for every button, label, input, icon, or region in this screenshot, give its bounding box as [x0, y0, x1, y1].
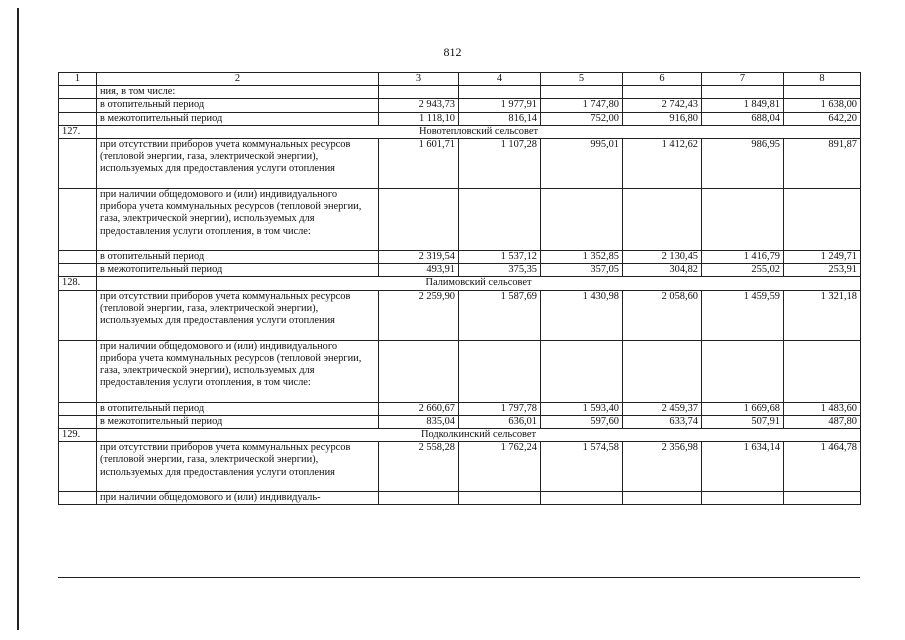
value-cell [623, 189, 702, 251]
section-title: Новотепловский сельсовет [97, 125, 861, 138]
value-cell: 1 601,71 [379, 139, 459, 189]
column-header: 8 [784, 73, 861, 86]
row-number [59, 86, 97, 99]
page-number: 812 [443, 45, 462, 59]
value-cell: 995,01 [541, 139, 623, 189]
value-cell [784, 492, 861, 505]
value-cell [459, 340, 541, 402]
row-label: при отсутствии приборов учета коммунальных ресурсов (тепловой энергии, газа, электрической энергии), используемых для предоставления услуги отопления [97, 290, 379, 340]
table-row [59, 251, 861, 264]
row-number [59, 415, 97, 428]
value-cell: 1 587,69 [459, 290, 541, 340]
value-cell [459, 86, 541, 99]
row-number [59, 442, 97, 492]
value-cell: 1 593,40 [541, 402, 623, 415]
value-cell [379, 86, 459, 99]
value-cell [784, 189, 861, 251]
table-row [59, 139, 861, 189]
section-title: Палимовский сельсовет [97, 277, 861, 290]
value-cell: 357,05 [541, 264, 623, 277]
row-label: ния, в том числе: [97, 86, 379, 99]
value-cell [379, 340, 459, 402]
row-label: при наличии общедомового и (или) индивидуального прибора учета коммунальных ресурсов (тепловой энергии, газа, электрической энергии), используемых для предоставления услуги отопления, в том числе: [97, 340, 379, 402]
table-row [59, 99, 861, 112]
value-cell: 1 669,68 [702, 402, 784, 415]
table-row [59, 112, 861, 125]
value-cell [784, 86, 861, 99]
value-cell: 1 849,81 [702, 99, 784, 112]
table-row [59, 442, 861, 492]
value-cell: 1 118,10 [379, 112, 459, 125]
value-cell [784, 340, 861, 402]
column-header: 4 [459, 73, 541, 86]
row-number: 128. [59, 277, 97, 290]
value-cell [379, 492, 459, 505]
value-cell [623, 86, 702, 99]
column-header: 7 [702, 73, 784, 86]
table-row [59, 189, 861, 251]
value-cell [459, 189, 541, 251]
row-number [59, 251, 97, 264]
row-number [59, 112, 97, 125]
value-cell: 986,95 [702, 139, 784, 189]
table-row [59, 402, 861, 415]
value-cell: 1 537,12 [459, 251, 541, 264]
value-cell: 1 464,78 [784, 442, 861, 492]
value-cell: 1 430,98 [541, 290, 623, 340]
header-row [59, 73, 861, 86]
row-label: в отопительный период [97, 99, 379, 112]
value-cell: 916,80 [623, 112, 702, 125]
value-cell [541, 189, 623, 251]
value-cell: 2 319,54 [379, 251, 459, 264]
table-row [59, 415, 861, 428]
row-label: в межотопительный период [97, 264, 379, 277]
row-label: при отсутствии приборов учета коммунальных ресурсов (тепловой энергии, газа, электрической энергии), используемых для предоставления услуги отопления [97, 442, 379, 492]
value-cell [702, 189, 784, 251]
row-number: 127. [59, 125, 97, 138]
section-row [59, 125, 861, 138]
row-number [59, 99, 97, 112]
value-cell: 1 459,59 [702, 290, 784, 340]
value-cell: 752,00 [541, 112, 623, 125]
row-label: при отсутствии приборов учета коммунальных ресурсов (тепловой энергии, газа, электрической энергии), используемых для предоставления услуги отопления [97, 139, 379, 189]
row-number [59, 402, 97, 415]
value-cell: 636,01 [459, 415, 541, 428]
column-header: 6 [623, 73, 702, 86]
value-cell: 835,04 [379, 415, 459, 428]
value-cell: 642,20 [784, 112, 861, 125]
table-row [59, 264, 861, 277]
value-cell: 1 638,00 [784, 99, 861, 112]
value-cell: 493,91 [379, 264, 459, 277]
row-number [59, 340, 97, 402]
value-cell [459, 492, 541, 505]
value-cell: 1 762,24 [459, 442, 541, 492]
table-row [59, 290, 861, 340]
value-cell [541, 86, 623, 99]
column-header: 3 [379, 73, 459, 86]
value-cell: 688,04 [702, 112, 784, 125]
value-cell [702, 86, 784, 99]
value-cell: 1 574,58 [541, 442, 623, 492]
value-cell: 891,87 [784, 139, 861, 189]
row-label: при наличии общедомового и (или) индивидуального прибора учета коммунальных ресурсов (тепловой энергии, газа, электрической энергии), используемых для предоставления услуги отопления, в том числе: [97, 189, 379, 251]
table-bottom-border [58, 577, 860, 578]
value-cell: 1 634,14 [702, 442, 784, 492]
row-number [59, 139, 97, 189]
value-cell: 1 416,79 [702, 251, 784, 264]
value-cell: 2 356,98 [623, 442, 702, 492]
page-margin-rule [17, 8, 19, 630]
row-label: в межотопительный период [97, 415, 379, 428]
value-cell: 304,82 [623, 264, 702, 277]
value-cell [623, 340, 702, 402]
value-cell: 1 747,80 [541, 99, 623, 112]
table-body [59, 73, 861, 505]
value-cell: 633,74 [623, 415, 702, 428]
row-label: при наличии общедомового и (или) индивидуаль- [97, 492, 379, 505]
value-cell: 2 259,90 [379, 290, 459, 340]
section-row [59, 277, 861, 290]
section-title: Подколкинский сельсовет [97, 429, 861, 442]
value-cell: 2 943,73 [379, 99, 459, 112]
value-cell: 2 742,43 [623, 99, 702, 112]
value-cell: 1 352,85 [541, 251, 623, 264]
row-label: в отопительный период [97, 251, 379, 264]
value-cell: 2 058,60 [623, 290, 702, 340]
value-cell [541, 492, 623, 505]
table-row [59, 340, 861, 402]
row-number [59, 290, 97, 340]
value-cell: 1 977,91 [459, 99, 541, 112]
value-cell: 1 249,71 [784, 251, 861, 264]
value-cell: 487,80 [784, 415, 861, 428]
value-cell: 2 558,28 [379, 442, 459, 492]
value-cell: 1 107,28 [459, 139, 541, 189]
value-cell: 375,35 [459, 264, 541, 277]
value-cell: 1 412,62 [623, 139, 702, 189]
column-header: 1 [59, 73, 97, 86]
table-row [59, 492, 861, 505]
value-cell: 597,60 [541, 415, 623, 428]
row-label: в межотопительный период [97, 112, 379, 125]
table-row [59, 86, 861, 99]
column-header: 5 [541, 73, 623, 86]
value-cell: 2 660,67 [379, 402, 459, 415]
value-cell: 255,02 [702, 264, 784, 277]
section-row [59, 429, 861, 442]
value-cell: 507,91 [702, 415, 784, 428]
tariff-table [58, 72, 861, 505]
value-cell: 1 483,60 [784, 402, 861, 415]
value-cell: 253,91 [784, 264, 861, 277]
value-cell [379, 189, 459, 251]
value-cell: 2 130,45 [623, 251, 702, 264]
value-cell: 816,14 [459, 112, 541, 125]
row-number: 129. [59, 429, 97, 442]
value-cell: 1 321,18 [784, 290, 861, 340]
value-cell [623, 492, 702, 505]
row-number [59, 492, 97, 505]
value-cell [541, 340, 623, 402]
row-number [59, 189, 97, 251]
value-cell [702, 340, 784, 402]
value-cell: 2 459,37 [623, 402, 702, 415]
row-number [59, 264, 97, 277]
value-cell [702, 492, 784, 505]
column-header: 2 [97, 73, 379, 86]
row-label: в отопительный период [97, 402, 379, 415]
value-cell: 1 797,78 [459, 402, 541, 415]
